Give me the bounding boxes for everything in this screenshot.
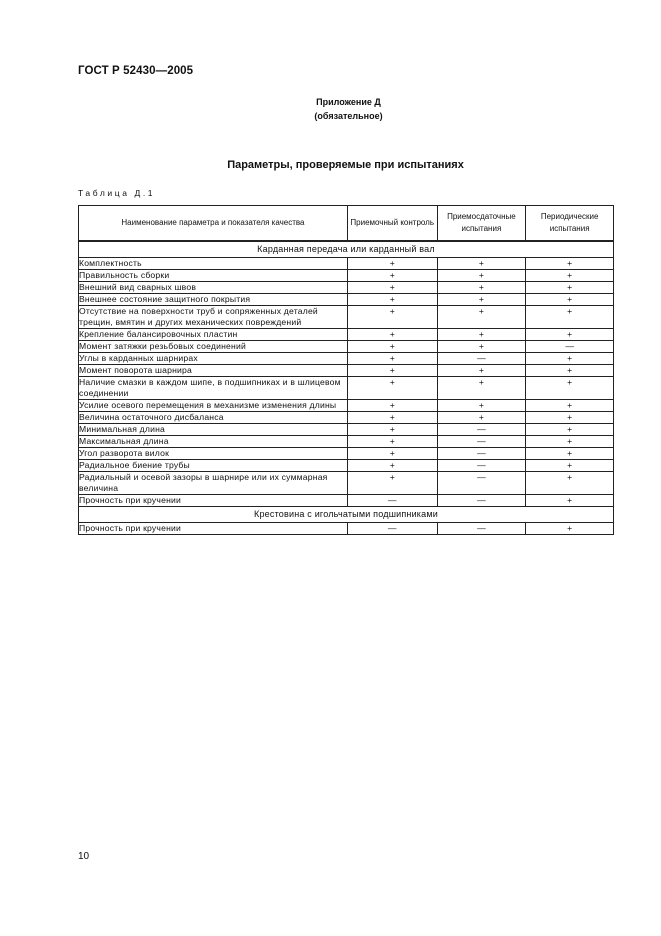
page-number: 10 bbox=[78, 851, 90, 862]
delivery-mark-cell: — bbox=[437, 448, 526, 460]
acceptance-mark-cell: + bbox=[347, 424, 437, 436]
parameter-name-cell: Величина остаточного дисбаланса bbox=[79, 412, 348, 424]
parameter-name-cell: Момент поворота шарнира bbox=[79, 365, 348, 377]
parameter-name-cell: Прочность при кручении bbox=[79, 523, 348, 535]
section-title: Параметры, проверяемые при испытаниях bbox=[227, 159, 464, 171]
section-heading: Крестовина с игольчатыми подшипниками bbox=[79, 507, 614, 523]
periodic-mark-cell: + bbox=[526, 270, 614, 282]
delivery-mark-cell: — bbox=[437, 472, 526, 495]
acceptance-mark-cell: + bbox=[347, 412, 437, 424]
delivery-mark-cell: — bbox=[437, 495, 526, 507]
delivery-mark-cell: — bbox=[437, 424, 526, 436]
table-row bbox=[79, 306, 614, 329]
column-header-periodic: Периодические испытания bbox=[526, 206, 614, 242]
acceptance-mark-cell: + bbox=[347, 258, 437, 270]
parameter-name-cell: Минимальная длина bbox=[79, 424, 348, 436]
column-header-name: Наименование параметра и показателя качества bbox=[79, 206, 348, 242]
table-row bbox=[79, 460, 614, 472]
periodic-mark-cell: — bbox=[526, 341, 614, 353]
table-row bbox=[79, 341, 614, 353]
delivery-mark-cell: + bbox=[437, 270, 526, 282]
table-row bbox=[79, 523, 614, 535]
parameter-name-cell: Прочность при кручении bbox=[79, 495, 348, 507]
parameters-table bbox=[78, 205, 614, 535]
periodic-mark-cell: + bbox=[526, 460, 614, 472]
table-section-row bbox=[79, 241, 614, 258]
parameter-name-cell: Радиальное биение трубы bbox=[79, 460, 348, 472]
acceptance-mark-cell: + bbox=[347, 448, 437, 460]
parameter-name-cell: Отсутствие на поверхности труб и сопряженных деталей трещин, вмятин и других механических повреждений bbox=[79, 306, 348, 329]
delivery-mark-cell: + bbox=[437, 306, 526, 329]
parameter-name-cell: Комплектность bbox=[79, 258, 348, 270]
table-row bbox=[79, 436, 614, 448]
table-row bbox=[79, 329, 614, 341]
periodic-mark-cell: + bbox=[526, 523, 614, 535]
acceptance-mark-cell: + bbox=[347, 306, 437, 329]
periodic-mark-cell: + bbox=[526, 282, 614, 294]
parameter-name-cell: Внешний вид сварных швов bbox=[79, 282, 348, 294]
delivery-mark-cell: + bbox=[437, 400, 526, 412]
table-row bbox=[79, 448, 614, 460]
parameter-name-cell: Усилие осевого перемещения в механизме изменения длины bbox=[79, 400, 348, 412]
periodic-mark-cell: + bbox=[526, 436, 614, 448]
delivery-mark-cell: + bbox=[437, 377, 526, 400]
table-row bbox=[79, 282, 614, 294]
periodic-mark-cell: + bbox=[526, 353, 614, 365]
acceptance-mark-cell: + bbox=[347, 377, 437, 400]
document-code: ГОСТ Р 52430—2005 bbox=[78, 65, 194, 77]
parameter-name-cell: Правильность сборки bbox=[79, 270, 348, 282]
acceptance-mark-cell: + bbox=[347, 460, 437, 472]
table-header-row bbox=[79, 206, 614, 242]
acceptance-mark-cell: + bbox=[347, 353, 437, 365]
table-row bbox=[79, 258, 614, 270]
table-row bbox=[79, 377, 614, 400]
delivery-mark-cell: — bbox=[437, 436, 526, 448]
acceptance-mark-cell: — bbox=[347, 523, 437, 535]
table-label: Таблица Д.1 bbox=[78, 188, 156, 198]
table-row bbox=[79, 424, 614, 436]
acceptance-mark-cell: + bbox=[347, 282, 437, 294]
acceptance-mark-cell: + bbox=[347, 294, 437, 306]
acceptance-mark-cell: + bbox=[347, 436, 437, 448]
appendix-title: Приложение Д bbox=[316, 97, 381, 107]
section-heading: Карданная передача или карданный вал bbox=[79, 241, 614, 258]
acceptance-mark-cell: — bbox=[347, 495, 437, 507]
column-header-delivery: Приемосдаточные испытания bbox=[437, 206, 526, 242]
parameter-name-cell: Максимальная длина bbox=[79, 436, 348, 448]
periodic-mark-cell: + bbox=[526, 412, 614, 424]
table-row bbox=[79, 353, 614, 365]
periodic-mark-cell: + bbox=[526, 306, 614, 329]
delivery-mark-cell: + bbox=[437, 365, 526, 377]
table-section-row bbox=[79, 507, 614, 523]
parameter-name-cell: Угол разворота вилок bbox=[79, 448, 348, 460]
periodic-mark-cell: + bbox=[526, 329, 614, 341]
acceptance-mark-cell: + bbox=[347, 270, 437, 282]
delivery-mark-cell: — bbox=[437, 353, 526, 365]
appendix-type: (обязательное) bbox=[314, 111, 383, 121]
table-row bbox=[79, 495, 614, 507]
acceptance-mark-cell: + bbox=[347, 329, 437, 341]
parameter-name-cell: Внешнее состояние защитного покрытия bbox=[79, 294, 348, 306]
delivery-mark-cell: + bbox=[437, 329, 526, 341]
periodic-mark-cell: + bbox=[526, 495, 614, 507]
delivery-mark-cell: + bbox=[437, 341, 526, 353]
acceptance-mark-cell: + bbox=[347, 472, 437, 495]
delivery-mark-cell: + bbox=[437, 258, 526, 270]
table-body bbox=[79, 241, 614, 535]
periodic-mark-cell: + bbox=[526, 448, 614, 460]
table-row bbox=[79, 294, 614, 306]
parameter-name-cell: Момент затяжки резьбовых соединений bbox=[79, 341, 348, 353]
acceptance-mark-cell: + bbox=[347, 365, 437, 377]
periodic-mark-cell: + bbox=[526, 294, 614, 306]
table-row bbox=[79, 400, 614, 412]
appendix-heading bbox=[0, 95, 661, 123]
acceptance-mark-cell: + bbox=[347, 400, 437, 412]
acceptance-mark-cell: + bbox=[347, 341, 437, 353]
periodic-mark-cell: + bbox=[526, 377, 614, 400]
parameter-name-cell: Крепление балансировочных пластин bbox=[79, 329, 348, 341]
column-header-acceptance: Приемочный контроль bbox=[347, 206, 437, 242]
parameter-name-cell: Углы в карданных шарнирах bbox=[79, 353, 348, 365]
periodic-mark-cell: + bbox=[526, 472, 614, 495]
parameter-name-cell: Наличие смазки в каждом шипе, в подшипниках и в шлицевом соединении bbox=[79, 377, 348, 400]
periodic-mark-cell: + bbox=[526, 424, 614, 436]
delivery-mark-cell: + bbox=[437, 282, 526, 294]
parameter-name-cell: Радиальный и осевой зазоры в шарнире или их суммарная величина bbox=[79, 472, 348, 495]
delivery-mark-cell: + bbox=[437, 294, 526, 306]
periodic-mark-cell: + bbox=[526, 258, 614, 270]
periodic-mark-cell: + bbox=[526, 365, 614, 377]
delivery-mark-cell: — bbox=[437, 523, 526, 535]
delivery-mark-cell: + bbox=[437, 412, 526, 424]
table-row bbox=[79, 472, 614, 495]
table-row bbox=[79, 365, 614, 377]
delivery-mark-cell: — bbox=[437, 460, 526, 472]
table-row bbox=[79, 412, 614, 424]
table-row bbox=[79, 270, 614, 282]
periodic-mark-cell: + bbox=[526, 400, 614, 412]
